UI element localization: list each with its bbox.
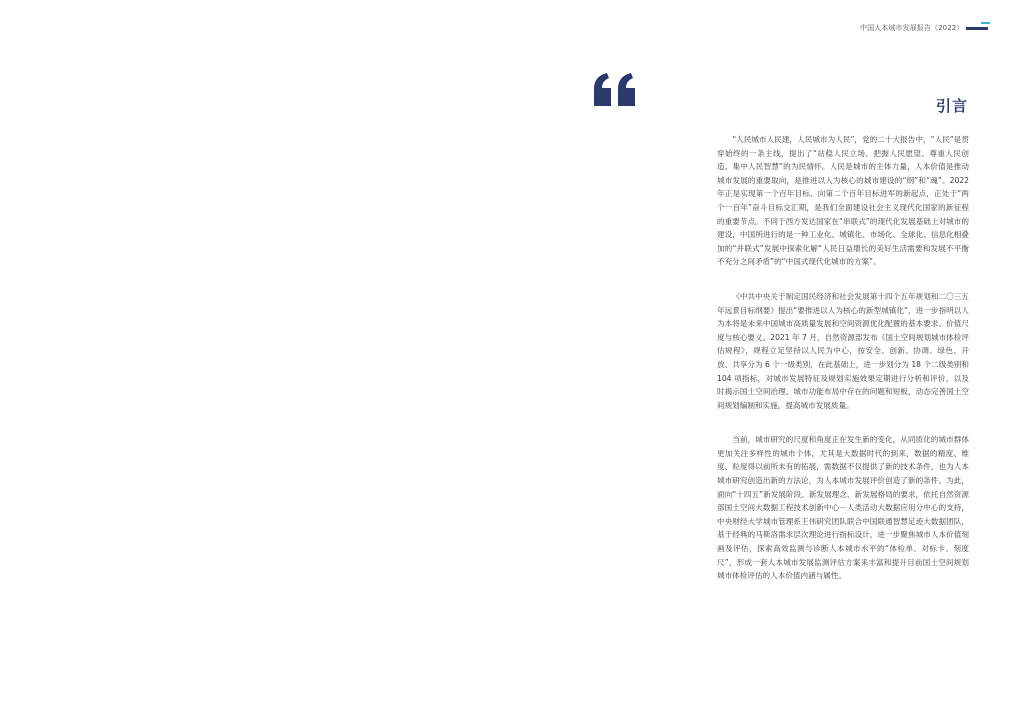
section-title: 引言 [935, 97, 968, 115]
report-header-title: 中国人本城市发展报告（2022） [860, 24, 964, 32]
paragraph: “人民城市人民建，人民城市为人民”，党的二十大报告中，“人民”是贯穿始终的一条主线，提出了“站稳人民立场、把握人民愿望、尊重人民创造、集中人民智慧”的为民情怀。人民是城市的主体力量，人本价值是推动城市发展的重要取向，是推进以人为核心的城市建设的“纲”和“魂”。2022 年正是实现第一个百年目标、向第二个百年目标进军的新起点，正处于“两个一百年”奋斗目标交汇期，是我们全面建设社会主义现代化国家的新征程的重要节点。不同于西方发达国家在“串联式”的现代化发展基础上对城市的建设，中国所进行的是一种工业化、城镇化、市场化、全球化、信息化相叠加的“并联式”发展中探索化解“人民日益增长的美好生活需要和发展不平衡不充分之间矛盾”的“中国式现代化城市的方案”。 [717, 135, 969, 267]
paragraph: 当前，城市研究的尺度和角度正在发生新的变化，从同质化的城市群体更加关注多样性的城市个体，尤其是大数据时代的到来，数据的精度、维度、粒度得以前所未有的拓展，需数据不仅提供了新的技术条件，也为人本城市研究创造出新的方法论，为人本城市发展评价创造了新的条件。为此，面向“十四五”新发展阶段、新发展理念、新发展格局的要求，依托自然资源部国土空间大数据工程技术创新中心－人类活动大数据应用分中心的支持，中央财经大学城市管理系王伟研究团队联合中国联通智慧足迹大数据团队，基于经典的马斯洛需求层次理论进行指标设计，进一步聚焦城市人本价值刻画及评估，探索高效监测与诊断人本城市水平的“体检单、对标卡、刻度尺”，形成一套人本城市发展监测评估方案来丰富和提升目前国土空间规划城市体检评估的人本价值内涵与属性。 [717, 435, 969, 581]
body-text [717, 133, 969, 604]
header-accent-line [981, 22, 990, 24]
paragraph: 《中共中央关于制定国民经济和社会发展第十四个五年规划和二〇三五年远景目标纲要》提出“要推进以人为核心的新型城镇化”，进一步指明以人为本将是未来中国城市高质量发展和空间资源优化配置的基本要求、价值尺度与核心要义。2021 年 7 月，自然资源部发布《国土空间规划城市体检评估规程》，规程立足坚持以人民为中心，按安全、创新、协调、绿色、开放、共享分为 6 个一级类别，在此基础上，进一步划分为 18 个二级类别和 104 项指标，对城市发展特征及规划实施效果定期进行分析和评价，以及时揭示国土空间治理、城市功能布局中存在的问题和短板，动态完善国土空间规划编制和实施，提高城市发展质量。 [717, 291, 969, 410]
open-quote-icon [592, 72, 638, 106]
header-bar [966, 27, 988, 30]
